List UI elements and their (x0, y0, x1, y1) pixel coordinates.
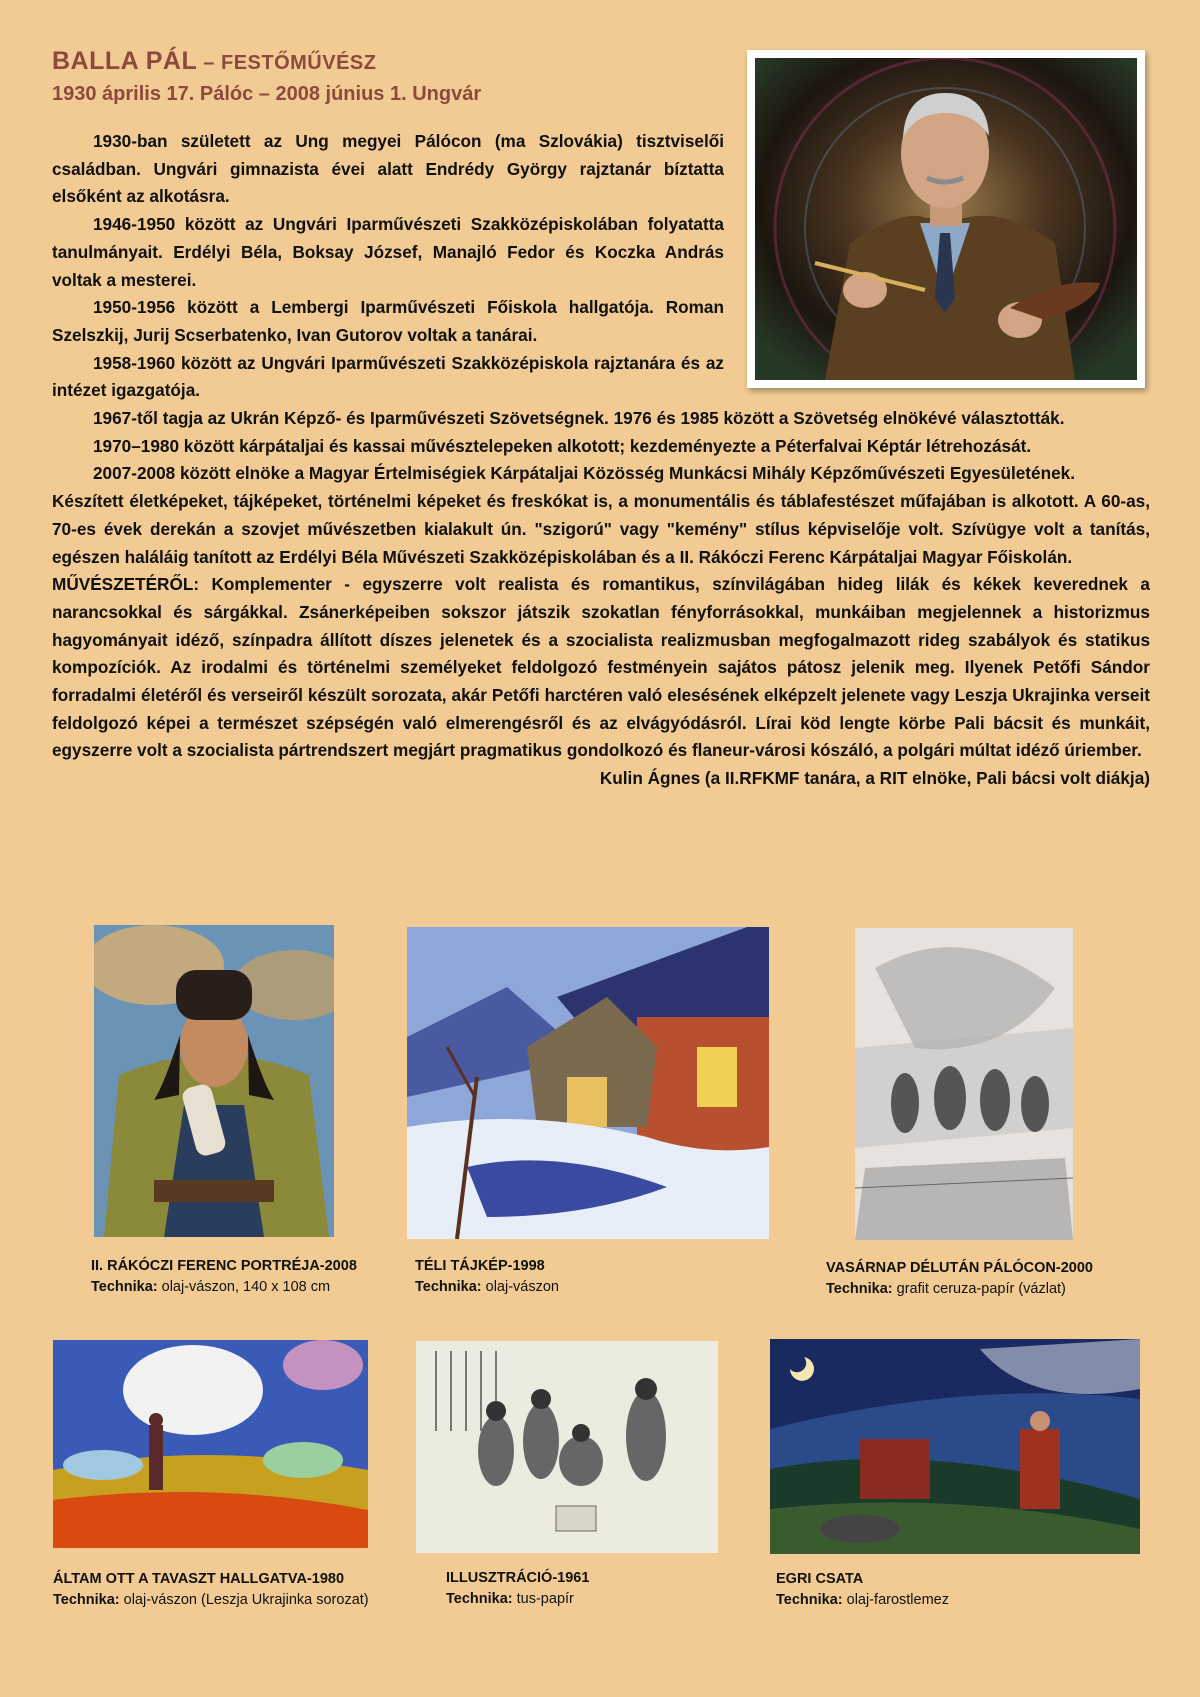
artwork-technique (415, 1277, 715, 1298)
technika-label: Technika: (91, 1279, 158, 1295)
art-critique-paragraph: MŰVÉSZETÉRŐL: Komplementer - egyszerre volt realista és romantikus, színvilágában hideg lilák és kékek keverednek a narancsokkal és sárgákkal. Zsánerképeiben sokszor játszik szokatlan fényforrásokkal, munkáiban megjelennek a historizmus hagyományait idéző, színpadra állított díszes jelenetek és a szocialista realizmusban megfogalmazott rideg szabályok és statikus kompozíciók. Az irodalmi és történelmi személyeket feldolgozó festményein sajátos pátosz jelenik meg. Ilyenek Petőfi Sándor forradalmi életéről és verseiről készült sorozata, akár Petőfi harctéren való elesésének elképzelt jelenete vagy Leszja Ukrajinka verseit feldolgozó képei a természet szépségén való elmerengésről és az elvágyódásról. Lírai köd lengte körbe Pali bácsit és munkáit, egyszerre volt a szocialista pártrendszert megjárt pragmatikus gondolkozó és flaneur-városi kószáló, a polgári múltat idéző úriember. (52, 574, 1150, 761)
bio-paragraph: 1970–1980 között kárpátaljai és kassai művésztelepeken alkotott; kezdeményezte a Péterfalvai Képtár létrehozását. (93, 435, 1032, 456)
artist-profession: – FESTŐMŰVÉSZ (197, 52, 377, 74)
technika-label: Technika: (826, 1281, 893, 1297)
bio-paragraph: Készített életképeket, tájképeket, történelmi képeket és freskókat is, a monumentális és táblafestészet műfajában is alkotott. A 60-as, 70-es évek derekán a szovjet művészetben kialakult ún. "szigorú" vagy "kemény" stílus képviselője volt. Szívügye volt a tanítás, egészen haláláig tanított az Erdélyi Béla Művészeti Szakközépiskolában és a II. Rákóczi Ferenc Kárpátaljai Magyar Főiskolán. (52, 491, 1150, 567)
technique-value: olaj-vászon (481, 1279, 559, 1295)
bio-paragraph: 1950-1956 között a Lembergi Iparművészeti Főiskola hallgatója. Roman Szelszkij, Jurij Scserbatenko, Ivan Gutorov voltak a tanárai. (52, 297, 724, 345)
bio-paragraph: 1958-1960 között az Ungvári Iparművészeti Szakközépiskola rajztanára és az intézet igazgatója. (52, 352, 724, 401)
technika-label: Technika: (53, 1592, 120, 1608)
artwork-caption (776, 1569, 1076, 1611)
technique-value: olaj-farostlemez (842, 1592, 949, 1608)
artwork-technique (91, 1277, 391, 1298)
artwork-technique (53, 1590, 413, 1611)
technique-value: grafit ceruza-papír (vázlat) (892, 1281, 1066, 1297)
artwork-title: ÁLTAM OTT A TAVASZT HALLGATVA-1980 (53, 1571, 345, 1587)
artwork-caption (415, 1256, 715, 1298)
author-signature: Kulin Ágnes (a II.RFKMF tanára, a RIT elnöke, Pali bácsi volt diákja) (599, 768, 1150, 789)
technique-value: olaj-vászon, 140 x 108 cm (157, 1279, 331, 1295)
artwork-technique (776, 1590, 1076, 1611)
bio-paragraph: 2007-2008 között elnöke a Magyar Értelmiségiek Kárpátaljai Közösség Munkácsi Mihály Képzőművészeti Egyesületének. (93, 463, 1075, 484)
artist-name: BALLA PÁL (52, 47, 198, 75)
technika-label: Technika: (776, 1592, 843, 1608)
artwork-winter-landscape (407, 927, 769, 1239)
artwork-title: TÉLI TÁJKÉP-1998 (415, 1258, 545, 1274)
page-title (52, 46, 752, 78)
artwork-technique (826, 1279, 1156, 1300)
artwork-title: II. RÁKÓCZI FERENC PORTRÉJA-2008 (91, 1258, 357, 1274)
artwork-title: VASÁRNAP DÉLUTÁN PÁLÓCON-2000 (826, 1260, 1093, 1276)
artwork-rakoczi-portrait (94, 925, 334, 1237)
technika-label: Technika: (446, 1591, 513, 1607)
artwork-title: ILLUSZTRÁCIÓ-1961 (446, 1570, 590, 1586)
artwork-sunday-afternoon-sketch (855, 928, 1073, 1240)
bio-paragraph: 1967-től tagja az Ukrán Képző- és Iparművészeti Szövetségnek. 1976 és 1985 között a Szövetség elnökévé választották. (93, 408, 1065, 429)
artwork-caption (826, 1258, 1156, 1300)
artwork-title: EGRI CSATA (776, 1571, 864, 1587)
bio-paragraph: 1946-1950 között az Ungvári Iparművészeti Szakközépiskolában folyatatta tanulmányait. Erdélyi Béla, Boksay József, Manajló Fedor és Koczka András voltak a mesterei. (52, 214, 724, 290)
artwork-egri-csata (770, 1339, 1140, 1554)
bio-paragraph: 1930-ban született az Ung megyei Pálócon (ma Szlovákia) tisztviselői családban. Ungvári gimnazista évei alatt Endrédy György rajztanár bíztatta elsőként az alkotásra. (52, 131, 724, 207)
life-dates: 1930 április 17. Pálóc – 2008 június 1. Ungvár (52, 83, 482, 105)
artwork-spring-listening (53, 1340, 368, 1548)
technika-label: Technika: (415, 1279, 482, 1295)
artwork-caption (53, 1569, 413, 1611)
technique-value: olaj-vászon (Leszja Ukrajinka sorozat) (119, 1592, 369, 1608)
technique-value: tus-papír (512, 1591, 574, 1607)
biography-text (52, 128, 1150, 793)
page-header (52, 46, 752, 108)
artwork-caption (446, 1568, 746, 1610)
artwork-caption (91, 1256, 391, 1298)
artwork-illustration-1961 (416, 1341, 718, 1553)
artwork-technique (446, 1589, 746, 1610)
